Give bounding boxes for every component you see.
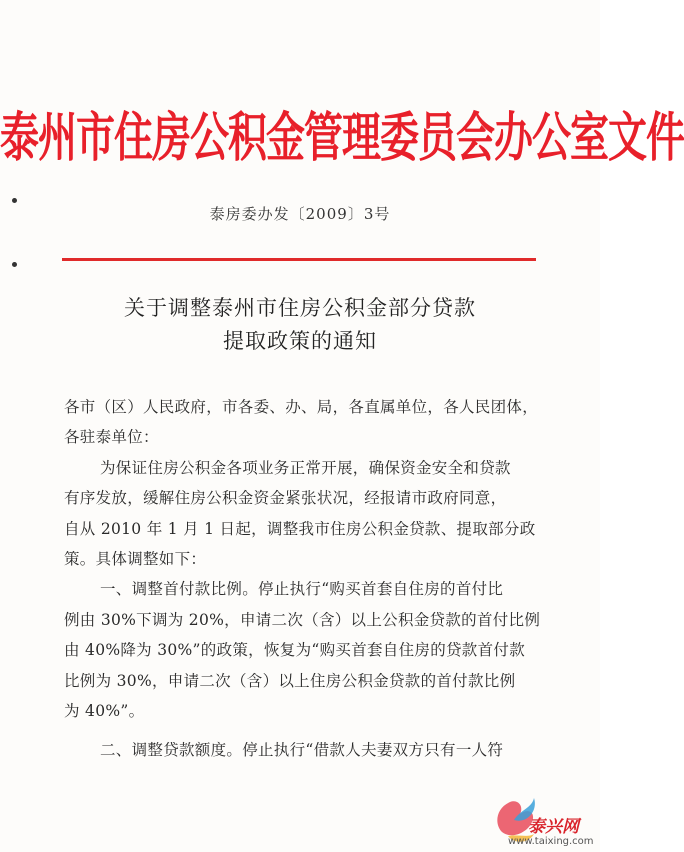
watermark-url: www.taixing.com — [508, 836, 594, 847]
red-separator-rule — [62, 258, 536, 261]
notice-title-line-1: 关于调整泰州市住房公积金部分贷款 — [124, 296, 476, 320]
binding-hole-mark — [12, 262, 17, 267]
addressee-line: 各驻泰单位： — [64, 428, 159, 446]
body-paragraph-line: 二、调整贷款额度。停止执行“借款人夫妻双方只有一人符 — [100, 741, 504, 759]
body-paragraph-line: 策。具体调整如下： — [64, 550, 207, 568]
body-paragraph-line: 例由 30%下调为 20%，申请二次（含）以上公积金贷款的首付比例 — [64, 611, 541, 629]
body-paragraph-line: 自从 2010 年 1 月 1 日起，调整我市住房公积金贷款、提取部分政 — [64, 520, 536, 538]
watermark-brand: 泰兴网 — [528, 817, 579, 837]
issuing-authority-header: 泰州市住房公积金管理委员会办公室文件 — [0, 108, 684, 169]
body-paragraph-line: 有序发放，缓解住房公积金资金紧张状况，经报请市政府同意， — [64, 489, 507, 507]
body-paragraph-line: 比例为 30%，申请二次（含）以上住房公积金贷款的首付款比例 — [64, 672, 516, 690]
body-paragraph-line: 一、调整首付款比例。停止执行“购买首套自住房的首付比 — [100, 580, 504, 598]
document-number: 泰房委办发〔2009〕3号 — [209, 205, 391, 223]
notice-title-line-2: 提取政策的通知 — [223, 329, 377, 353]
body-paragraph-line: 由 40%降为 30%”的政策，恢复为“购买首套自住房的贷款首付款 — [64, 641, 526, 659]
addressee-line: 各市（区）人民政府，市各委、办、局，各直属单位，各人民团体， — [64, 398, 539, 416]
body-paragraph-line: 为保证住房公积金各项业务正常开展，确保资金安全和贷款 — [100, 459, 511, 477]
body-paragraph-line: 为 40%”。 — [64, 702, 145, 720]
